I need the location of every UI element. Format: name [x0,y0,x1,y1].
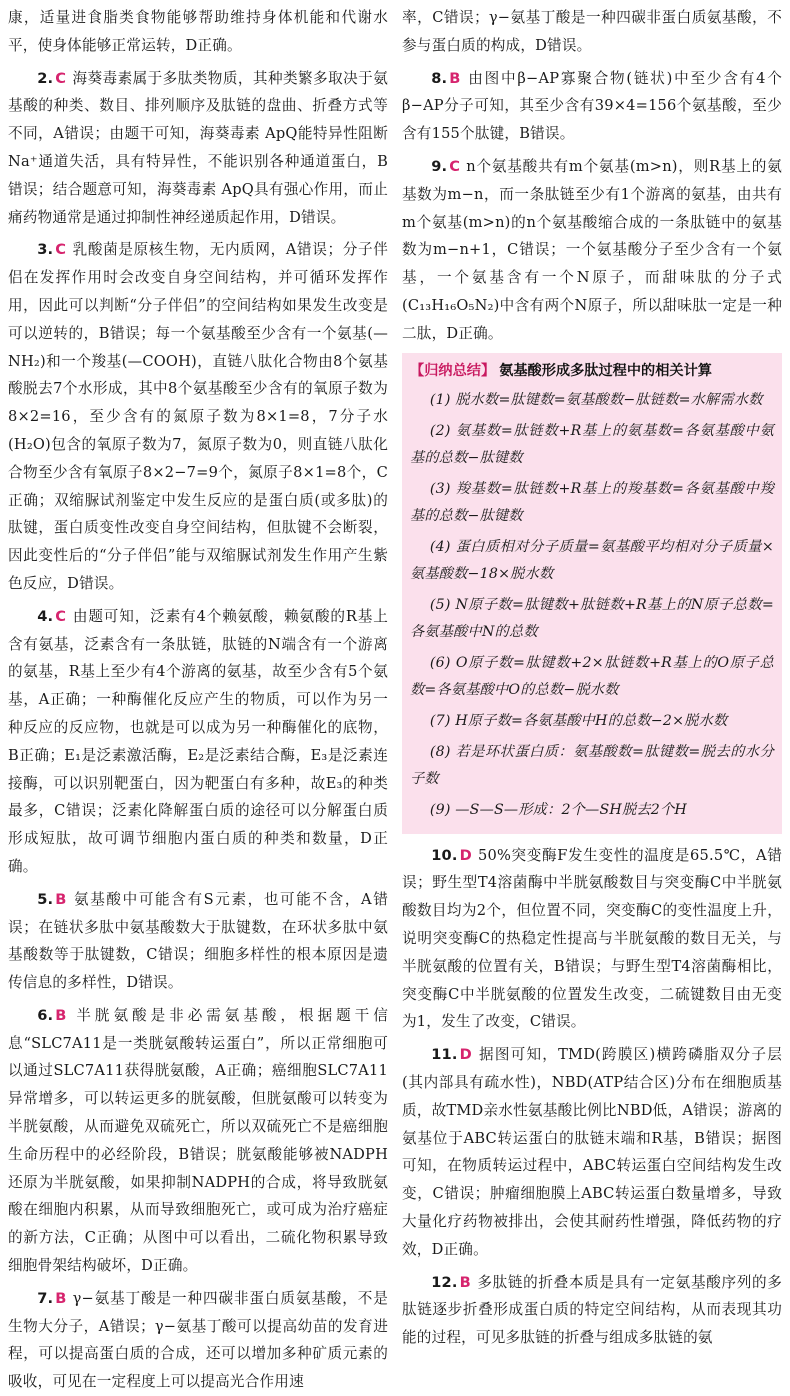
answer-item-11 [402,1041,782,1263]
answer-item-7 [8,1285,388,1396]
explanation-text: 据图可知，TMD(跨膜区)横跨磷脂双分子层(其内部具有疏水性)，NBD(ATP结合区)分布在细胞质基质，故TMD亲水性氨基酸比例比NBD低，A错误；游离的氨基位于ABC转运蛋白的肽链末端和R基，B错误；据图可知，在物质转运过程中，ABC转运蛋白空间结构发生改变，C错误；肿瘤细胞膜上ABC转运蛋白数量增多，导致大量化疗药物被排出，会使其耐药性增强，降低药物的疗效，D正确。 [402,1046,782,1258]
answer-letter: D [459,1046,472,1064]
question-number: 11. [431,1046,458,1064]
summary-heading [410,359,774,383]
summary-tag: 【归纳总结】 [410,362,496,379]
answer-letter: B [55,890,67,908]
explanation-text: 海葵毒素属于多肽类物质，其种类繁多取决于氨基酸的种类、数目、排列顺序及肽链的盘曲、折叠方式等不同，A错误；由题干可知，海葵毒素 ApQ能特异性阻断Na⁺通道失活，具有特异性，不能识别各种通道蛋白，B错误；结合题意可知，海葵毒素 ApQ具有强心作用，而止痛药物通常是通过抑制性神经递质起作用，D错误。 [8,69,388,226]
explanation-text: 由题可知，泛素有4个赖氨酸，赖氨酸的R基上含有氨基，泛素含有一条肽链，肽链的N端含有一个游离的氨基，R基上至少有4个游离的氨基，故至少含有5个氨基，A正确；一种酶催化反应产生的物质，可以作为另一种反应的反应物，也就是可以成为另一种酶催化的底物，B正确；E₁是泛素激活酶，E₂是泛素结合酶，E₃是泛素连接酶，可以识别靶蛋白，因为靶蛋白有多种，故E₃的种类最多，C错误；泛素化降解蛋白质的途径可以分解蛋白质形成短肽，故可调节细胞内蛋白质的种类和数量，D正确。 [8,607,388,875]
summary-item: (4) 蛋白质相对分子质量=氨基酸平均相对分子质量×氨基酸数−18×脱水数 [410,538,774,582]
question-number: 5. [37,890,54,908]
answer-letter: C [55,69,67,87]
answer-item-10 [402,842,782,1037]
question-number: 10. [431,846,458,864]
right-column [402,4,782,1347]
answer-letter: B [55,1006,67,1024]
question-number: 2. [37,69,54,87]
answer-letter: C [55,241,67,259]
question-number: 8. [431,69,448,87]
explanation-text: 多肽链的折叠本质是具有一定氨基酸序列的多肽链逐步折叠形成蛋白质的特定空间结构，从而表现其功能的过程，可见多肽链的折叠与组成多肽链的氨 [402,1273,782,1347]
summary-item: (9) —S—S—形成：2个—SH脱去2个H [429,801,687,818]
explanation-text: 乳酸菌是原核生物，无内质网，A错误；分子伴侣在发挥作用时会改变自身空间结构，并可循环发挥作用，因此可以判断“分子伴侣”的空间结构如果发生改变是可以逆转的，B错误；每一个氨基酸至少含有一个氨基(—NH₂)和一个羧基(—COOH)，直链八肽化合物由8个氨基酸脱去7个水形成，其中8个氨基酸至少含有的氧原子数为8×2=16，至少含有的氮原子数为8×1=8，7分子水(H₂O)包含的氧原子数为7，氮原子数为0，则直链八肽化合物至少含有氧原子8×2−7=9个，氮原子8×1=8个，C正确；双缩脲试剂鉴定中发生反应的是蛋白质(或多肽)的肽键，蛋白质变性改变自身空间结构，但肽键不会断裂，因此变性后的“分子伴侣”能与双缩脲试剂发生作用产生紫色反应，D错误。 [8,241,388,592]
intro-paragraph: 康，适量进食脂类食物能够帮助维持身体机能和代谢水平，使身体能够正常运转，D正确。 [8,9,388,54]
summary-item: (5) N原子数=肽键数+肽链数+R基上的N原子总数=各氨基酸中N的总数 [410,596,774,640]
left-column [8,4,388,1391]
answer-item-8 [402,65,782,148]
explanation-text: n个氨基酸共有m个氨基(m>n)，则R基上的氨基数为m−n，而一条肽链至少有1个游离的氨基，由共有m个氨基(m>n)的n个氨基酸缩合成的一条肽链中的氨基数为m−n+1，C错误；一个氨基酸分子至少含有一个氨基，一个氨基含有一个N原子，而甜味肽的分子式(C₁₃H₁₆O₅N₂)中含有两个N原子，所以甜味肽一定是一种二肽，D正确。 [402,157,782,342]
answer-item-12 [402,1269,782,1352]
answer-letter: B [55,1289,67,1307]
answer-letter: C [449,157,461,175]
question-number: 6. [37,1006,54,1024]
answer-item-5 [8,886,388,997]
question-number: 9. [431,157,448,175]
explanation-text: 氨基酸中可能含有S元素，也可能不含，A错误；在链状多肽中氨基酸数大于肽键数，在环状多肽中氨基酸数等于肽键数，C错误；细胞多样性的根本原因是遗传信息的多样性，D错误。 [8,890,388,992]
explanation-text: 半胱氨酸是非必需氨基酸，根据题干信息“SLC7A11是一类胱氨酸转运蛋白”，所以正常细胞可以通过SLC7A11获得胱氨酸，A正确；癌细胞SLC7A11异常增多，可以转运更多的胱氨酸，但胱氨酸可以转变为半胱氨酸，从而避免双硫死亡，所以双硫死亡不是癌细胞生命历程中的必经阶段，B错误；胱氨酸能够被NADPH还原为半胱氨酸，如果抑制NADPH的合成，将导致胱氨酸在细胞内积累，从而导致细胞死亡，或可成为治疗癌症的新方法，C正确；从图中可以看出，二硫化物积累导致细胞骨架结构破坏，D正确。 [8,1006,388,1275]
answer-item-4 [8,603,388,881]
answer-letter: B [449,69,461,87]
answer-letter: C [55,607,67,625]
summary-item: (6) O原子数=肽键数+2×肽链数+R基上的O原子总数=各氨基酸中O的总数−脱水数 [410,654,774,698]
answer-item-2 [8,65,388,232]
summary-item: (7) H原子数=各氨基酸中H的总数−2×脱水数 [429,712,728,729]
answer-item-9 [402,153,782,348]
summary-item: (3) 羧基数=肽链数+R基上的羧基数=各氨基酸中羧基的总数−肽键数 [410,480,774,524]
answer-letter: B [459,1273,471,1291]
question-number: 3. [37,241,54,259]
answer-letter: D [459,846,472,864]
summary-box [402,353,782,834]
answer-item-3 [8,236,388,597]
question-number: 4. [37,607,54,625]
summary-item: (8) 若是环状蛋白质：氨基酸数=肽键数=脱去的水分子数 [410,743,774,787]
summary-item: (2) 氨基数=肽链数+R基上的氨基数=各氨基酸中氨基的总数−肽键数 [410,422,774,466]
explanation-text: 由图中β−AP寡聚合物(链状)中至少含有4个β−AP分子可知，其至少含有39×4=156个氨基酸，至少含有155个肽键，B错误。 [402,69,782,143]
continued-paragraph: 率，C错误；γ−氨基丁酸是一种四碳非蛋白质氨基酸，不参与蛋白质的构成，D错误。 [402,9,782,54]
summary-item: (1) 脱水数=肽键数=氨基酸数−肽链数=水解需水数 [429,391,763,408]
explanation-text: 50%突变酶F发生变性的温度是65.5℃，A错误；野生型T4溶菌酶中半胱氨酸数目与突变酶C中半胱氨酸数目均为2个，但位置不同，突变酶C的变性温度上升，说明突变酶C的热稳定性提高与半胱氨酸的数目无关，与半胱氨酸的位置有关，B错误；与野生型T4溶菌酶相比，突变酶C中半胱氨酸的位置发生改变，二硫键数目由无变为1，发生了改变，C错误。 [402,846,782,1031]
answer-item-6 [8,1002,388,1280]
explanation-text: γ−氨基丁酸是一种四碳非蛋白质氨基酸，不是生物大分子，A错误；γ−氨基丁酸可以提高幼苗的发育进程，可以提高蛋白质的合成，还可以增加多种矿质元素的吸收，可见在一定程度上可以提高光合作用速 [8,1289,388,1391]
question-number: 7. [37,1289,54,1307]
question-number: 12. [431,1273,458,1291]
summary-title: 氨基酸形成多肽过程中的相关计算 [499,362,712,379]
